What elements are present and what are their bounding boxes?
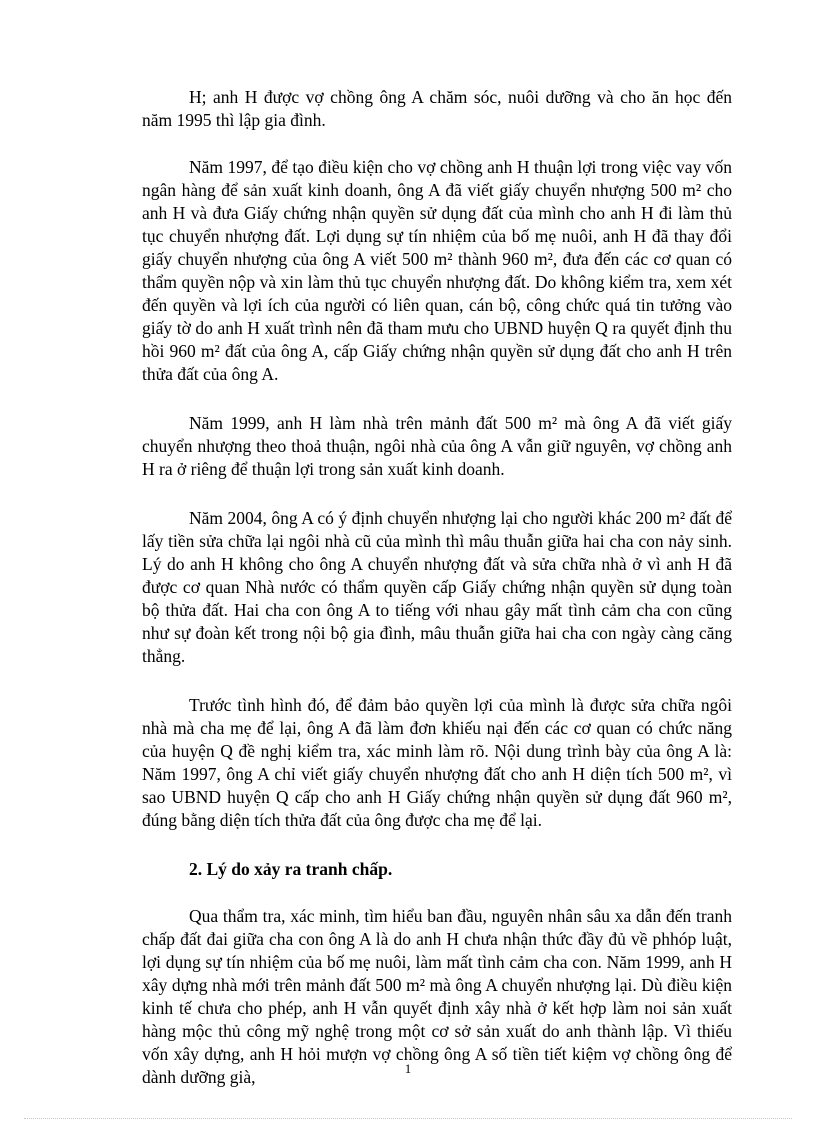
paragraph: Năm 1999, anh H làm nhà trên mảnh đất 500 m² mà ông A đã viết giấy chuyển nhượng theo thoả thuận, ngôi nhà của ông A vẫn giữ nguyên, vợ chồng anh H ra ở riêng để thuận lợi trong sản xuất kinh doanh. (142, 413, 732, 479)
paragraph: Qua thẩm tra, xác minh, tìm hiểu ban đầu, nguyên nhân sâu xa dẫn đến tranh chấp đất đai giữa cha con ông A là do anh H chưa nhận thức đầy đủ về phhóp luật, lợi dụng sự tín nhiệm của bố mẹ nuôi, làm mất tình cảm cha con. Năm 1999, anh H xây dựng nhà mới trên mảnh đất 500 m² mà ông A chuyển nhượng lại. Dù điều kiện kinh tế chưa cho phép, anh H vẫn quyết định xây nhà ở kết hợp làm noi sản xuất hàng mộc thủ công mỹ nghệ trong một cơ sở sản xuất do anh thành lập. Vì thiếu vốn xây dựng, anh H hỏi mượn vợ chồng ông A số tiền tiết kiệm vợ chồng ông để dành dưỡng già, (142, 906, 732, 1087)
paragraph: Năm 2004, ông A có ý định chuyển nhượng lại cho người khác 200 m² đất để lấy tiền sửa chữa lại ngôi nhà cũ của mình thì mâu thuẫn giữa hai cha con nảy sinh. Lý do anh H không cho ông A chuyển nhượng đất và sửa chữa nhà ở vì anh H đã được cơ quan Nhà nước có thẩm quyền cấp Giấy chứng nhận quyền sử dụng toàn bộ thửa đất. Hai cha con ông A to tiếng với nhau gây mất tình cảm cha con cũng như sự đoàn kết trong nội bộ gia đình, mâu thuẫn giữa hai cha con ngày càng căng thẳng. (142, 508, 732, 666)
document-body (142, 86, 732, 1115)
section-heading: 2. Lý do xảy ra tranh chấp. (189, 859, 393, 879)
page-number: 1 (404, 1061, 412, 1076)
paragraph: Năm 1997, để tạo điều kiện cho vợ chồng anh H thuận lợi trong việc vay vốn ngân hàng để sản xuất kinh doanh, ông A đã viết giấy chuyển nhượng 500 m² cho anh H và đưa Giấy chứng nhận quyền sử dụng đất của mình cho anh H đi làm thủ tục chuyển nhượng đất. Lợi dụng sự tín nhiệm của bố mẹ nuôi, anh H đã thay đổi giấy chuyển nhượng của ông A viết 500 m² thành 960 m², đưa đến các cơ quan có thẩm quyền nộp và xin làm thủ tục chuyển nhượng đất. Do không kiểm tra, xem xét đến quyền và lợi ích của người có liên quan, cán bộ, công chức quá tin tưởng vào giấy tờ do anh H xuất trình nên đã tham mưu cho UBND huyện Q ra quyết định thu hồi 960 m² đất của ông A, cấp Giấy chứng nhận quyền sử dụng đất cho anh H trên thửa đất của ông A. (142, 157, 732, 384)
paragraph: Trước tình hình đó, để đảm bảo quyền lợi của mình là được sửa chữa ngôi nhà mà cha mẹ để lại, ông A đã làm đơn khiếu nại đến các cơ quan có chức năng của huyện Q đề nghị kiểm tra, xác minh làm rõ. Nội dung trình bày của ông A là: Năm 1997, ông A chỉ viết giấy chuyển nhượng đất cho anh H diện tích 500 m², vì sao UBND huyện Q cấp cho anh H Giấy chứng nhận quyền sử dụng đất 960 m², đúng bằng diện tích thửa đất của ông được cha mẹ để lại. (142, 695, 732, 830)
paragraph: H; anh H được vợ chồng ông A chăm sóc, nuôi dưỡng và cho ăn học đến năm 1995 thì lập gia đình. (142, 87, 732, 130)
page-bottom-divider (24, 1118, 792, 1119)
